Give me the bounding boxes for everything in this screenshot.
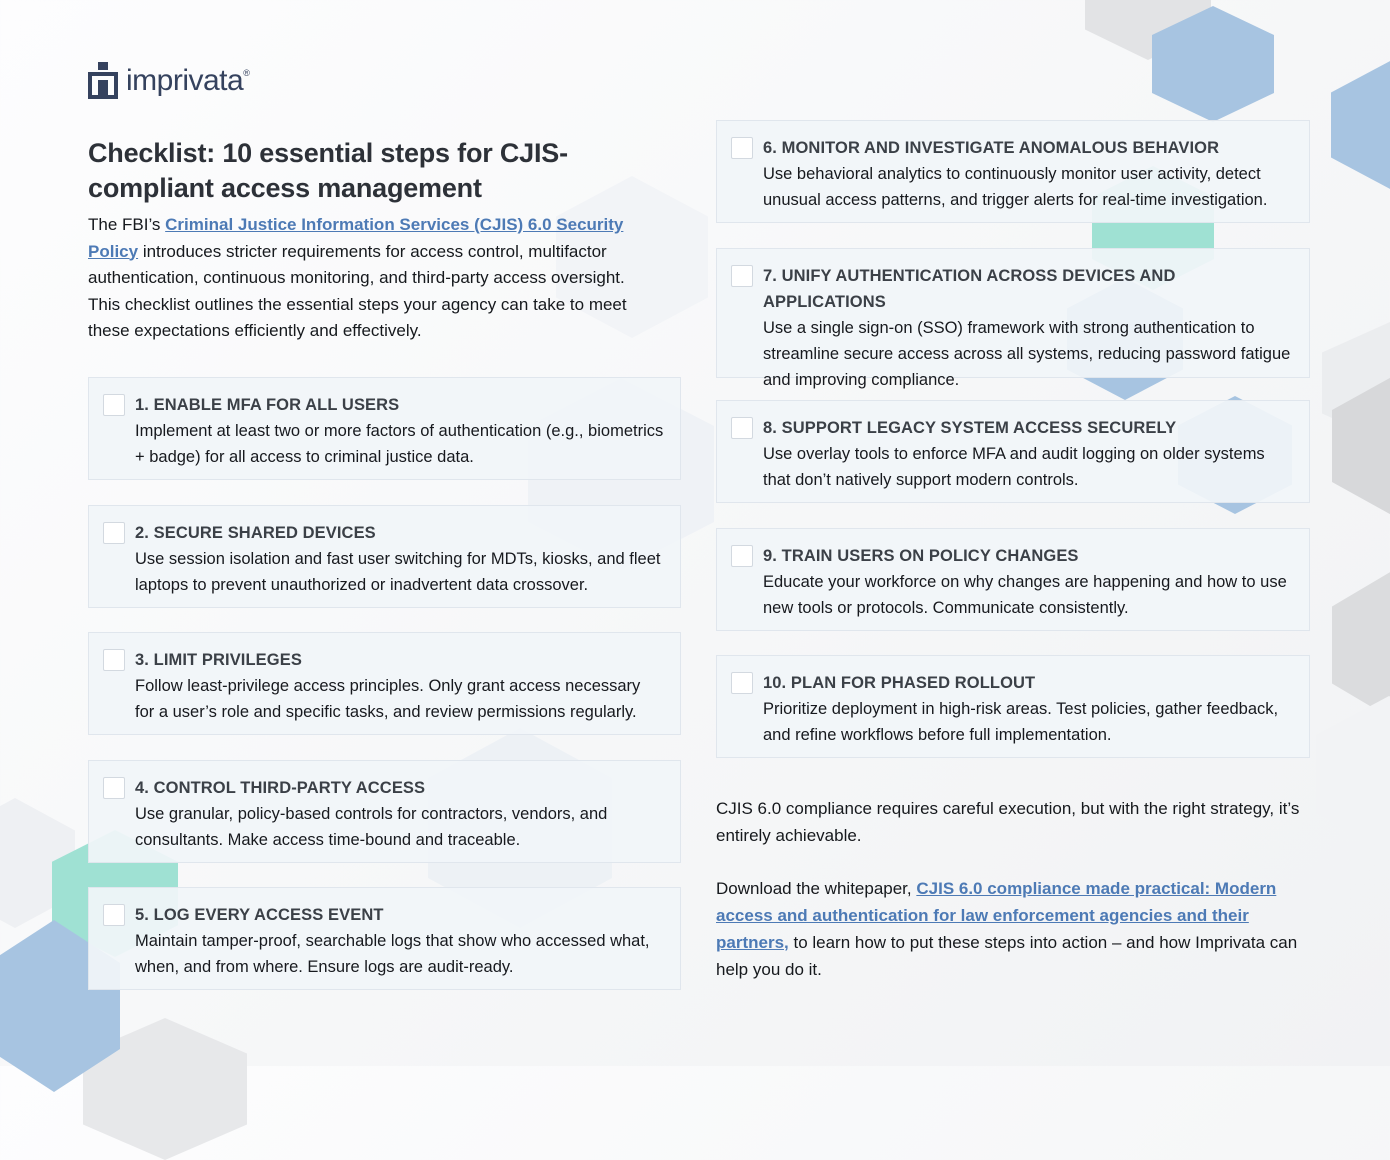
imprivata-logo-icon <box>88 62 118 99</box>
checkbox-item-8[interactable] <box>731 417 753 439</box>
checkbox-item-5[interactable] <box>103 904 125 926</box>
item-3-description: Follow least-privilege access principles. Only grant access necessary for a user’s role and specific tasks, and review permissions regularly. <box>135 677 641 721</box>
checkbox-item-6[interactable] <box>731 137 753 159</box>
item-4-title: 4. CONTROL THIRD-PARTY ACCESS <box>135 779 426 797</box>
item-2-description: Use session isolation and fast user switching for MDTs, kiosks, and fleet laptops to prevent unauthorized or inadvertent data crossover. <box>135 550 661 594</box>
item-6-description: Use behavioral analytics to continuously monitor user activity, detect unusual access patterns, and trigger alerts for real-time investigation. <box>763 165 1268 209</box>
decor-hexagon-blue-right-top <box>1331 60 1390 190</box>
whitepaper-link[interactable]: CJIS 6.0 compliance made practical: Modern access and authentication for law enforcement agencies and their partners, <box>716 879 1277 952</box>
item-6-title: 6. MONITOR AND INVESTIGATE ANOMALOUS BEHAVIOR <box>763 139 1220 157</box>
checkbox-item-7[interactable] <box>731 265 753 287</box>
brand-wordmark: imprivata <box>126 64 244 97</box>
checkbox-item-3[interactable] <box>103 649 125 671</box>
decor-hexagon-gray-lower-right <box>1332 568 1390 722</box>
checklist-item-8 <box>716 400 1310 503</box>
item-1-description: Implement at least two or more factors of authentication (e.g., biometrics + badge) for all access to criminal justice data. <box>135 422 664 466</box>
item-10-description: Prioritize deployment in high-risk areas. Test policies, gather feedback, and refine workflows before full implementation. <box>763 700 1279 744</box>
checklist-item-1 <box>88 377 681 480</box>
item-5-description: Maintain tamper-proof, searchable logs that show who accessed what, when, and from where. Ensure logs are audit-ready. <box>135 932 650 976</box>
closing-paragraph: CJIS 6.0 compliance requires careful execution, but with the right strategy, it’s entirely achievable. <box>716 799 1300 845</box>
checkbox-item-1[interactable] <box>103 394 125 416</box>
intro-text-pre: The FBI’s <box>88 215 166 234</box>
checklist-item-9 <box>716 528 1310 631</box>
checklist-item-3 <box>88 632 681 735</box>
item-5-title: 5. LOG EVERY ACCESS EVENT <box>135 906 384 924</box>
decor-hexagon-faint-right-bottom <box>1316 696 1390 852</box>
intro-paragraph <box>88 212 636 345</box>
item-7-description: Use a single sign-on (SSO) framework with strong authentication to streamline secure access across all systems, reducing password fatigue and improving compliance. <box>763 319 1291 389</box>
imprivata-logo <box>88 62 250 99</box>
checklist-item-6 <box>716 120 1310 223</box>
item-10-title: 10. PLAN FOR PHASED ROLLOUT <box>763 674 1036 692</box>
item-4-description: Use granular, policy-based controls for contractors, vendors, and consultants. Make access time-bound and traceable. <box>135 805 608 849</box>
intro-text-post: introduces stricter requirements for access control, multifactor authentication, continuous monitoring, and third-party access oversight. This checklist outlines the essential steps your agency can take to meet these expectations efficiently and effectively. <box>88 241 627 340</box>
checklist-item-4 <box>88 760 681 863</box>
checklist-item-5 <box>88 887 681 990</box>
cjis-policy-link[interactable]: Criminal Justice Information Services (CJIS) 6.0 Security Policy <box>88 215 624 261</box>
registered-mark: ® <box>243 68 250 78</box>
checkbox-item-4[interactable] <box>103 777 125 799</box>
item-3-title: 3. LIMIT PRIVILEGES <box>135 651 302 669</box>
download-text-pre: Download the whitepaper, <box>716 879 917 898</box>
item-9-description: Educate your workforce on why changes are happening and how to use new tools or protocols. Communicate consistently. <box>763 573 1287 617</box>
item-8-title: 8. SUPPORT LEGACY SYSTEM ACCESS SECURELY <box>763 419 1177 437</box>
item-9-title: 9. TRAIN USERS ON POLICY CHANGES <box>763 547 1079 565</box>
item-2-title: 2. SECURE SHARED DEVICES <box>135 524 376 542</box>
checkbox-item-2[interactable] <box>103 522 125 544</box>
checkbox-item-9[interactable] <box>731 545 753 567</box>
download-paragraph <box>716 875 1302 983</box>
checklist-item-10 <box>716 655 1310 758</box>
page-title: Checklist: 10 essential steps for CJIS-compliant access management <box>88 138 568 203</box>
checklist-item-2 <box>88 505 681 608</box>
item-1-title: 1. ENABLE MFA FOR ALL USERS <box>135 396 400 414</box>
checklist-item-7 <box>716 248 1310 389</box>
download-text-post: to learn how to put these steps into action – and how Imprivata can help you do it. <box>716 933 1298 979</box>
checkbox-item-10[interactable] <box>731 672 753 694</box>
item-8-description: Use overlay tools to enforce MFA and audit logging on older systems that don’t natively support modern controls. <box>763 445 1265 489</box>
item-7-title: 7. UNIFY AUTHENTICATION ACROSS DEVICES AND APPLICATIONS <box>763 267 1176 311</box>
